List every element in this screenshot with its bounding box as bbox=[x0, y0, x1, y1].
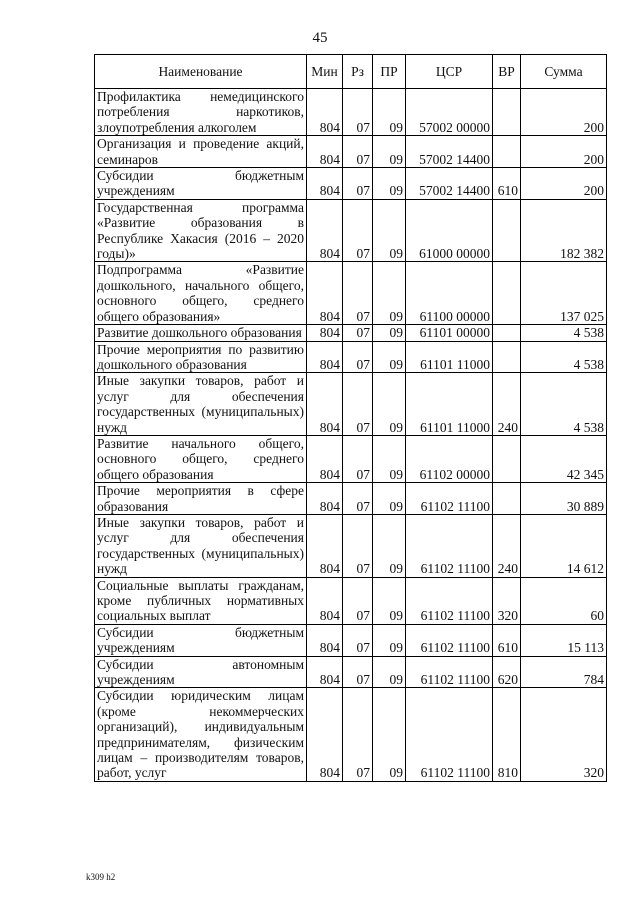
row-csr: 61101 11000 bbox=[406, 341, 493, 373]
row-min: 804 bbox=[307, 325, 343, 341]
row-vr: 810 bbox=[493, 688, 521, 781]
header-pr: ПР bbox=[373, 55, 406, 89]
row-rz: 07 bbox=[343, 688, 373, 781]
row-sum: 42 345 bbox=[521, 435, 607, 482]
row-vr bbox=[493, 89, 521, 136]
page-number: 45 bbox=[312, 30, 328, 46]
row-rz: 07 bbox=[343, 373, 373, 436]
row-rz: 07 bbox=[343, 136, 373, 168]
table-row bbox=[95, 199, 607, 262]
row-min: 804 bbox=[307, 577, 343, 624]
table-row bbox=[95, 656, 607, 688]
row-name: Подпрограмма «Развитие дошкольного, начального общего, основного общего, среднего общего образования» bbox=[95, 262, 307, 325]
row-min: 804 bbox=[307, 656, 343, 688]
row-name: Субсидии бюджетным учреждениям bbox=[95, 168, 307, 200]
row-min: 804 bbox=[307, 688, 343, 781]
row-sum: 4 538 bbox=[521, 325, 607, 341]
row-min: 804 bbox=[307, 89, 343, 136]
row-rz: 07 bbox=[343, 656, 373, 688]
row-rz: 07 bbox=[343, 262, 373, 325]
row-sum: 200 bbox=[521, 136, 607, 168]
row-min: 804 bbox=[307, 483, 343, 515]
row-pr: 09 bbox=[373, 341, 406, 373]
row-pr: 09 bbox=[373, 483, 406, 515]
row-sum: 60 bbox=[521, 577, 607, 624]
row-pr: 09 bbox=[373, 199, 406, 262]
row-name: Профилактика немедицинского потребления наркотиков, злоупотребления алкоголем bbox=[95, 89, 307, 136]
row-name: Развитие начального общего, основного общего, среднего общего образования bbox=[95, 435, 307, 482]
row-vr bbox=[493, 325, 521, 341]
row-vr bbox=[493, 136, 521, 168]
row-rz: 07 bbox=[343, 341, 373, 373]
row-csr: 57002 00000 bbox=[406, 89, 493, 136]
row-min: 804 bbox=[307, 373, 343, 436]
row-csr: 61000 00000 bbox=[406, 199, 493, 262]
table-row bbox=[95, 688, 607, 781]
table-row bbox=[95, 136, 607, 168]
table-row bbox=[95, 89, 607, 136]
row-sum: 200 bbox=[521, 168, 607, 200]
row-pr: 09 bbox=[373, 577, 406, 624]
row-pr: 09 bbox=[373, 624, 406, 656]
footer-code: k309 h2 bbox=[86, 872, 116, 882]
row-name: Субсидии юридическим лицам (кроме некоммерческих организаций), индивидуальным предпринимателям, физическим лицам – производителям товаров, работ, услуг bbox=[95, 688, 307, 781]
row-sum: 137 025 bbox=[521, 262, 607, 325]
row-vr: 240 bbox=[493, 514, 521, 577]
row-sum: 200 bbox=[521, 89, 607, 136]
table-row bbox=[95, 483, 607, 515]
row-vr bbox=[493, 262, 521, 325]
row-min: 804 bbox=[307, 435, 343, 482]
row-pr: 09 bbox=[373, 435, 406, 482]
row-name: Субсидии бюджетным учреждениям bbox=[95, 624, 307, 656]
row-csr: 61102 11100 bbox=[406, 514, 493, 577]
row-min: 804 bbox=[307, 341, 343, 373]
row-sum: 14 612 bbox=[521, 514, 607, 577]
header-csr: ЦСР bbox=[406, 55, 493, 89]
row-csr: 61101 00000 bbox=[406, 325, 493, 341]
row-min: 804 bbox=[307, 514, 343, 577]
row-rz: 07 bbox=[343, 325, 373, 341]
row-vr bbox=[493, 341, 521, 373]
row-pr: 09 bbox=[373, 325, 406, 341]
table-row bbox=[95, 577, 607, 624]
table-row bbox=[95, 435, 607, 482]
row-csr: 61102 11100 bbox=[406, 624, 493, 656]
row-vr: 320 bbox=[493, 577, 521, 624]
row-csr: 61102 11100 bbox=[406, 577, 493, 624]
row-pr: 09 bbox=[373, 136, 406, 168]
table-row bbox=[95, 325, 607, 341]
row-name: Прочие мероприятия в сфере образования bbox=[95, 483, 307, 515]
row-rz: 07 bbox=[343, 514, 373, 577]
row-rz: 07 bbox=[343, 577, 373, 624]
row-pr: 09 bbox=[373, 262, 406, 325]
row-csr: 57002 14400 bbox=[406, 136, 493, 168]
row-name: Субсидии автономным учреждениям bbox=[95, 656, 307, 688]
table-row bbox=[95, 262, 607, 325]
budget-table bbox=[94, 54, 607, 782]
row-name: Иные закупки товаров, работ и услуг для обеспечения государственных (муниципальных) нужд bbox=[95, 373, 307, 436]
header-name: Наименование bbox=[95, 55, 307, 89]
header-min: Мин bbox=[307, 55, 343, 89]
row-rz: 07 bbox=[343, 624, 373, 656]
row-min: 804 bbox=[307, 624, 343, 656]
row-rz: 07 bbox=[343, 168, 373, 200]
header-rz: Рз bbox=[343, 55, 373, 89]
table-row bbox=[95, 624, 607, 656]
row-rz: 07 bbox=[343, 89, 373, 136]
row-vr: 240 bbox=[493, 373, 521, 436]
row-rz: 07 bbox=[343, 483, 373, 515]
row-sum: 320 bbox=[521, 688, 607, 781]
row-pr: 09 bbox=[373, 514, 406, 577]
row-pr: 09 bbox=[373, 89, 406, 136]
row-vr: 620 bbox=[493, 656, 521, 688]
row-vr: 610 bbox=[493, 168, 521, 200]
row-min: 804 bbox=[307, 168, 343, 200]
row-rz: 07 bbox=[343, 199, 373, 262]
table-row bbox=[95, 341, 607, 373]
row-csr: 61102 11100 bbox=[406, 688, 493, 781]
row-pr: 09 bbox=[373, 373, 406, 436]
row-name: Государственная программа «Развитие образования в Республике Хакасия (2016 – 2020 годы)» bbox=[95, 199, 307, 262]
row-sum: 15 113 bbox=[521, 624, 607, 656]
row-sum: 30 889 bbox=[521, 483, 607, 515]
table-header-row bbox=[95, 55, 607, 89]
row-rz: 07 bbox=[343, 435, 373, 482]
row-min: 804 bbox=[307, 136, 343, 168]
table-row bbox=[95, 168, 607, 200]
row-csr: 57002 14400 bbox=[406, 168, 493, 200]
row-min: 804 bbox=[307, 262, 343, 325]
row-vr bbox=[493, 435, 521, 482]
row-csr: 61102 11100 bbox=[406, 656, 493, 688]
row-pr: 09 bbox=[373, 656, 406, 688]
row-name: Организация и проведение акций, семинаров bbox=[95, 136, 307, 168]
row-sum: 4 538 bbox=[521, 341, 607, 373]
row-name: Прочие мероприятия по развитию дошкольного образования bbox=[95, 341, 307, 373]
row-name: Иные закупки товаров, работ и услуг для обеспечения государственных (муниципальных) нужд bbox=[95, 514, 307, 577]
row-name: Развитие дошкольного образования bbox=[95, 325, 307, 341]
row-name: Социальные выплаты гражданам, кроме публичных нормативных социальных выплат bbox=[95, 577, 307, 624]
table-row bbox=[95, 373, 607, 436]
header-sum: Сумма bbox=[521, 55, 607, 89]
row-vr: 610 bbox=[493, 624, 521, 656]
row-vr bbox=[493, 199, 521, 262]
row-csr: 61101 11000 bbox=[406, 373, 493, 436]
row-csr: 61102 11100 bbox=[406, 483, 493, 515]
row-pr: 09 bbox=[373, 688, 406, 781]
row-sum: 4 538 bbox=[521, 373, 607, 436]
row-csr: 61100 00000 bbox=[406, 262, 493, 325]
row-sum: 182 382 bbox=[521, 199, 607, 262]
row-vr bbox=[493, 483, 521, 515]
header-vr: ВР bbox=[493, 55, 521, 89]
row-pr: 09 bbox=[373, 168, 406, 200]
table-row bbox=[95, 514, 607, 577]
row-sum: 784 bbox=[521, 656, 607, 688]
row-csr: 61102 00000 bbox=[406, 435, 493, 482]
row-min: 804 bbox=[307, 199, 343, 262]
